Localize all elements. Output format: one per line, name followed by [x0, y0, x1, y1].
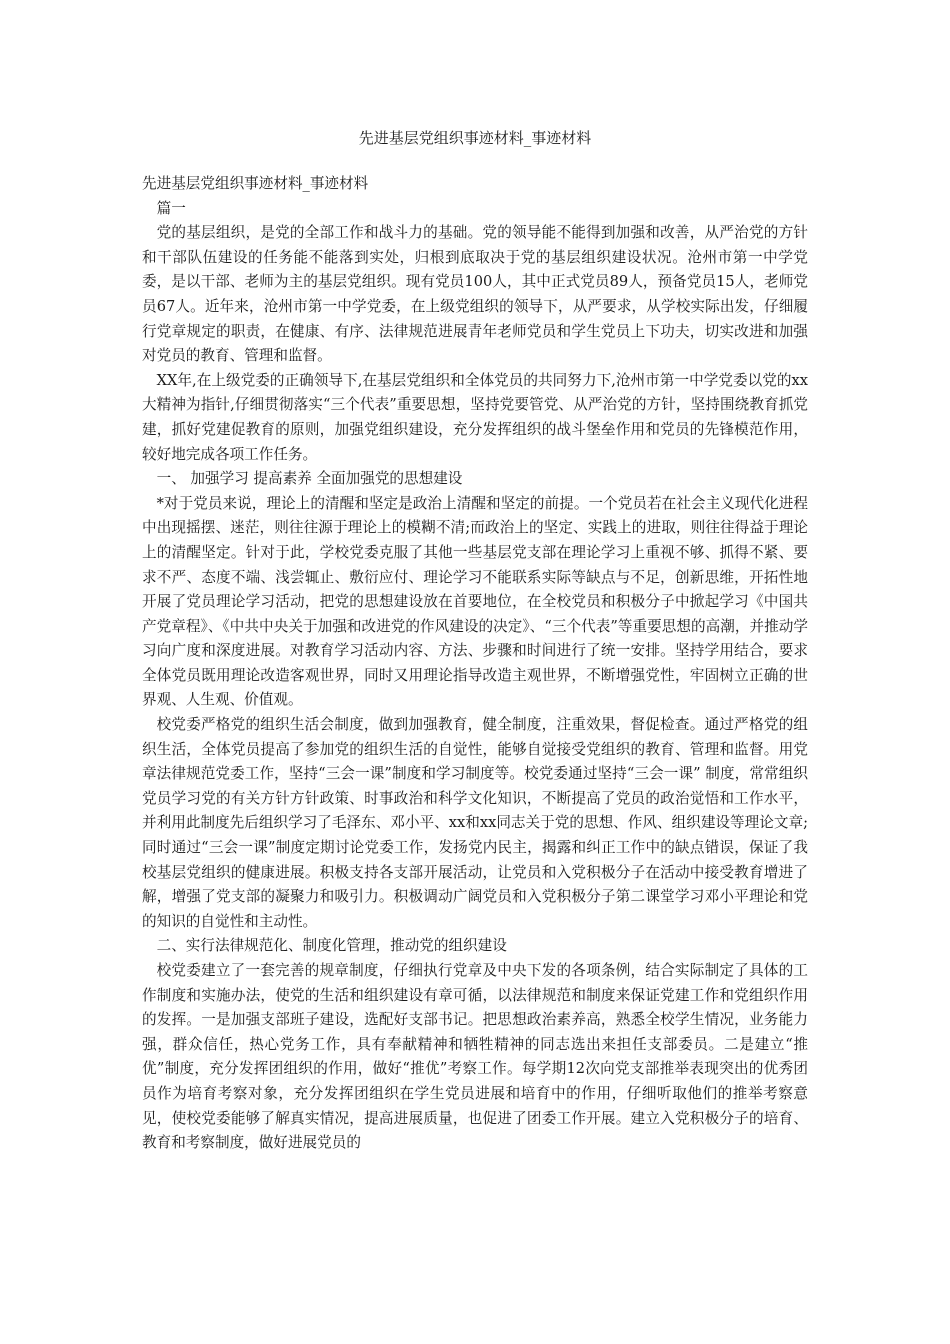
document-body [142, 172, 808, 1156]
part-label: 篇一 [156, 199, 186, 217]
paragraph-intro: 党的基层组织，是党的全部工作和战斗力的基础。党的领导能不能得到加强和改善，从严治党的方针和干部队伍建设的任务能不能落到实处，归根到底取决于党的基层组织建设状况。沧州市第一中学党委，是以干部、老师为主的基层党组织。现有党员100人，其中正式党员89人，预备党员15人，老师党员67人。近年来，沧州市第一中学党委，在上级党组织的领导下，从严要求，从学校实际出发，仔细履行党章规定的职责，在健康、有序、法律规范进展青年老师党员和学生党员上下功夫，切实改进和加强对党员的教育、管理和监督。 [142, 224, 808, 365]
section-heading-2: 二、实行法律规范化、制度化管理，推动党的组织建设 [156, 937, 507, 955]
section-1-paragraph-1: *对于党员来说，理论上的清醒和坚定是政治上清醒和坚定的前提。一个党员若在社会主义现代化进程中出现摇摆、迷茫，则往往源于理论上的模糊不清;而政治上的坚定、实践上的进取，则往往得益于理论上的清醒坚定。针对于此，学校党委克服了其他一些基层党支部在理论学习上重视不够、抓得不紧、要求不严、态度不端、浅尝辄止、敷衍应付、理论学习不能联系实际等缺点与不足，创新思维，开拓性地开展了党员理论学习活动，把党的思想建设放在首要地位，在全校党员和积极分子中掀起学习《中国共产党章程》、《中共中央关于加强和改进党的作风建设的决定》、“三个代表”等重要思想的高潮，并推动学习向广度和深度进展。对教育学习活动内容、方法、步骤和时间进行了统一安排。坚持学用结合，要求全体党员既用理论改造客观世界，同时又用理论指导改造主观世界，不断增强党性，牢固树立正确的世界观、人生观、价值观。 [142, 494, 808, 709]
section-heading-1: 一、 加强学习 提高素养 全面加强党的思想建设 [156, 470, 463, 488]
paragraph-summary: XX年,在上级党委的正确领导下,在基层党组织和全体党员的共同努力下,沧州市第一中学党委以党的xx大精神为指针,仔细贯彻落实“三个代表”重要思想，坚持党要管党、从严治党的方针，坚持围绕教育抓党建，抓好党建促教育的原则，加强党组织建设，充分发挥组织的战斗堡垒作用和党员的先锋模范作用，较好地完成各项工作任务。 [142, 371, 808, 463]
section-2-paragraph-1: 校党委建立了一套完善的规章制度，仔细执行党章及中央下发的各项条例，结合实际制定了具体的工作制度和实施办法，使党的生活和组织建设有章可循，以法律规范和制度来保证党建工作和党组织作用的发挥。一是加强支部班子建设，选配好支部书记。把思想政治素养高，熟悉全校学生情况，业务能力强，群众信任，热心党务工作，具有奉献精神和牺牲精神的同志选出来担任支部委员。二是建立“推优”制度，充分发挥团组织的作用，做好“推优”考察工作。每学期12次向党支部推举表现突出的优秀团员作为培育考察对象，充分发挥团组织在学生党员进展和培育中的作用，仔细听取他们的推举考察意见，使校党委能够了解真实情况，提高进展质量，也促进了团委工作开展。建立入党积极分子的培育、教育和考察制度，做好进展党员的 [142, 962, 808, 1152]
document-title: 先进基层党组织事迹材料_事迹材料 [358, 129, 592, 147]
section-1-paragraph-2: 校党委严格党的组织生活会制度，做到加强教育，健全制度，注重效果，督促检查。通过严格党的组织生活，全体党员提高了参加党的组织生活的自觉性，能够自觉接受党组织的教育、管理和监督。用党章法律规范党委工作，坚持“三会一课”制度和学习制度等。校党委通过坚持“三会一课” 制度，常常组织党员学习党的有关方针方针政策、时事政治和科学文化知识，不断提高了党员的政治觉悟和工作水平，并利用此制度先后组织学习了毛泽东、邓小平、xx和xx同志关于党的思想、作风、组织建设等理论文章;同时通过“三会一课”制度定期讨论党委工作，发扬党内民主，揭露和纠正工作中的缺点错误，保证了我校基层党组织的健康进展。积极支持各支部开展活动，让党员和入党积极分子在活动中接受教育增进了解，增强了党支部的凝聚力和吸引力。积极调动广阔党员和入党积极分子第二课堂学习邓小平理论和党的知识的自觉性和主动性。 [142, 716, 808, 930]
document-subtitle: 先进基层党组织事迹材料_事迹材料 [142, 175, 369, 192]
